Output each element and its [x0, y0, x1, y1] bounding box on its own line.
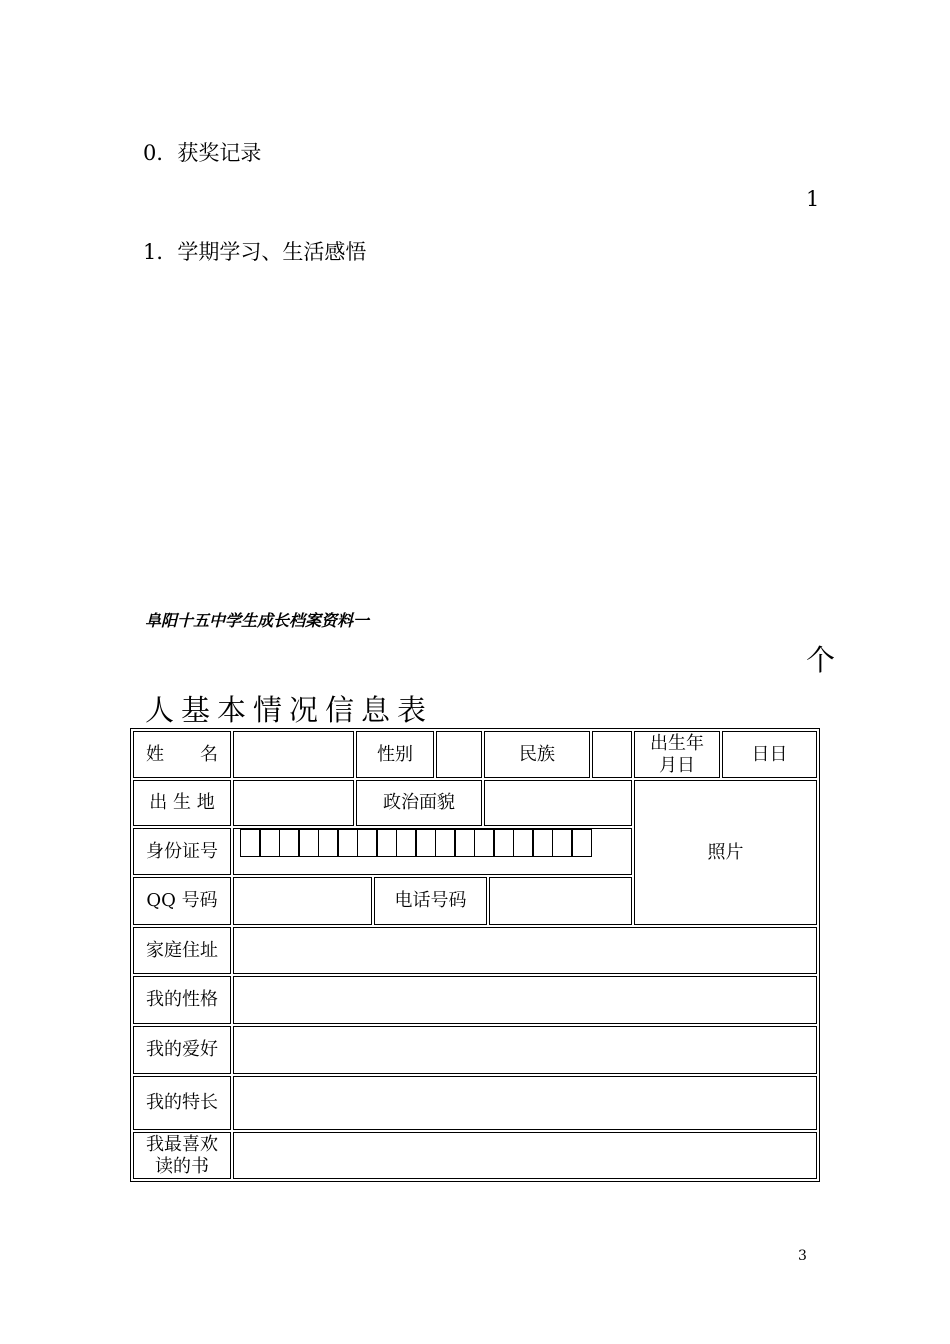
address-field[interactable] — [233, 927, 817, 974]
id-digit-box[interactable] — [338, 829, 358, 857]
phone-label: 电话号码 — [374, 877, 487, 925]
id-digit-box[interactable] — [260, 829, 280, 857]
id-digit-box[interactable] — [533, 829, 553, 857]
gender-field[interactable] — [436, 731, 482, 778]
id-digit-box[interactable] — [572, 829, 592, 857]
qq-field[interactable] — [233, 877, 372, 925]
id-number-label: 身份证号 — [133, 828, 231, 875]
id-digit-box[interactable] — [279, 829, 299, 857]
birthplace-field[interactable] — [233, 780, 354, 826]
id-digit-box[interactable] — [299, 829, 319, 857]
name-field[interactable] — [233, 731, 354, 778]
page-marker: 1 — [806, 187, 820, 211]
phone-field[interactable] — [489, 877, 632, 925]
political-status-label: 政治面貌 — [356, 780, 482, 826]
id-digit-box[interactable] — [552, 829, 572, 857]
id-digit-box[interactable] — [474, 829, 494, 857]
form-title-first-char: 个 — [806, 643, 843, 677]
ethnicity-field[interactable] — [592, 731, 632, 778]
talent-field[interactable] — [233, 1076, 817, 1130]
photo-box[interactable]: 照片 — [634, 780, 817, 925]
hobby-field[interactable] — [233, 1026, 817, 1074]
address-label: 家庭住址 — [133, 927, 231, 974]
id-digit-box[interactable] — [357, 829, 377, 857]
favorite-book-field[interactable] — [233, 1132, 817, 1179]
birthplace-label: 出 生 地 — [133, 780, 231, 826]
favorite-book-label: 我最喜欢读的书 — [133, 1132, 231, 1179]
id-digit-box[interactable] — [513, 829, 533, 857]
personality-field[interactable] — [233, 976, 817, 1024]
id-digit-box[interactable] — [416, 829, 436, 857]
id-digit-box[interactable] — [318, 829, 338, 857]
reflection-section-title: 1．学期学习、生活感悟 — [143, 240, 367, 264]
id-digit-box[interactable] — [377, 829, 397, 857]
birth-date-field[interactable]: 日日 — [722, 731, 817, 778]
qq-label: QQ 号码 — [133, 877, 231, 925]
political-status-field[interactable] — [484, 780, 632, 826]
page-number: 3 — [798, 1248, 807, 1264]
hobby-label: 我的爱好 — [133, 1026, 231, 1074]
id-digit-box[interactable] — [435, 829, 455, 857]
id-digit-box[interactable] — [455, 829, 475, 857]
birth-date-label: 出生年月日 — [634, 731, 720, 778]
id-digit-box[interactable] — [396, 829, 416, 857]
personality-label: 我的性格 — [133, 976, 231, 1024]
gender-label: 性别 — [356, 731, 434, 778]
name-label: 姓 名 — [133, 731, 231, 778]
awards-section-title: 0．获奖记录 — [143, 141, 262, 165]
id-digit-box[interactable] — [494, 829, 514, 857]
talent-label: 我的特长 — [133, 1076, 231, 1130]
ethnicity-label: 民族 — [484, 731, 590, 778]
id-digit-box[interactable] — [240, 829, 260, 857]
form-title: 人基本情况信息表 — [145, 693, 434, 727]
archive-header: 阜阳十五中学生成长档案资料一 — [145, 611, 370, 630]
